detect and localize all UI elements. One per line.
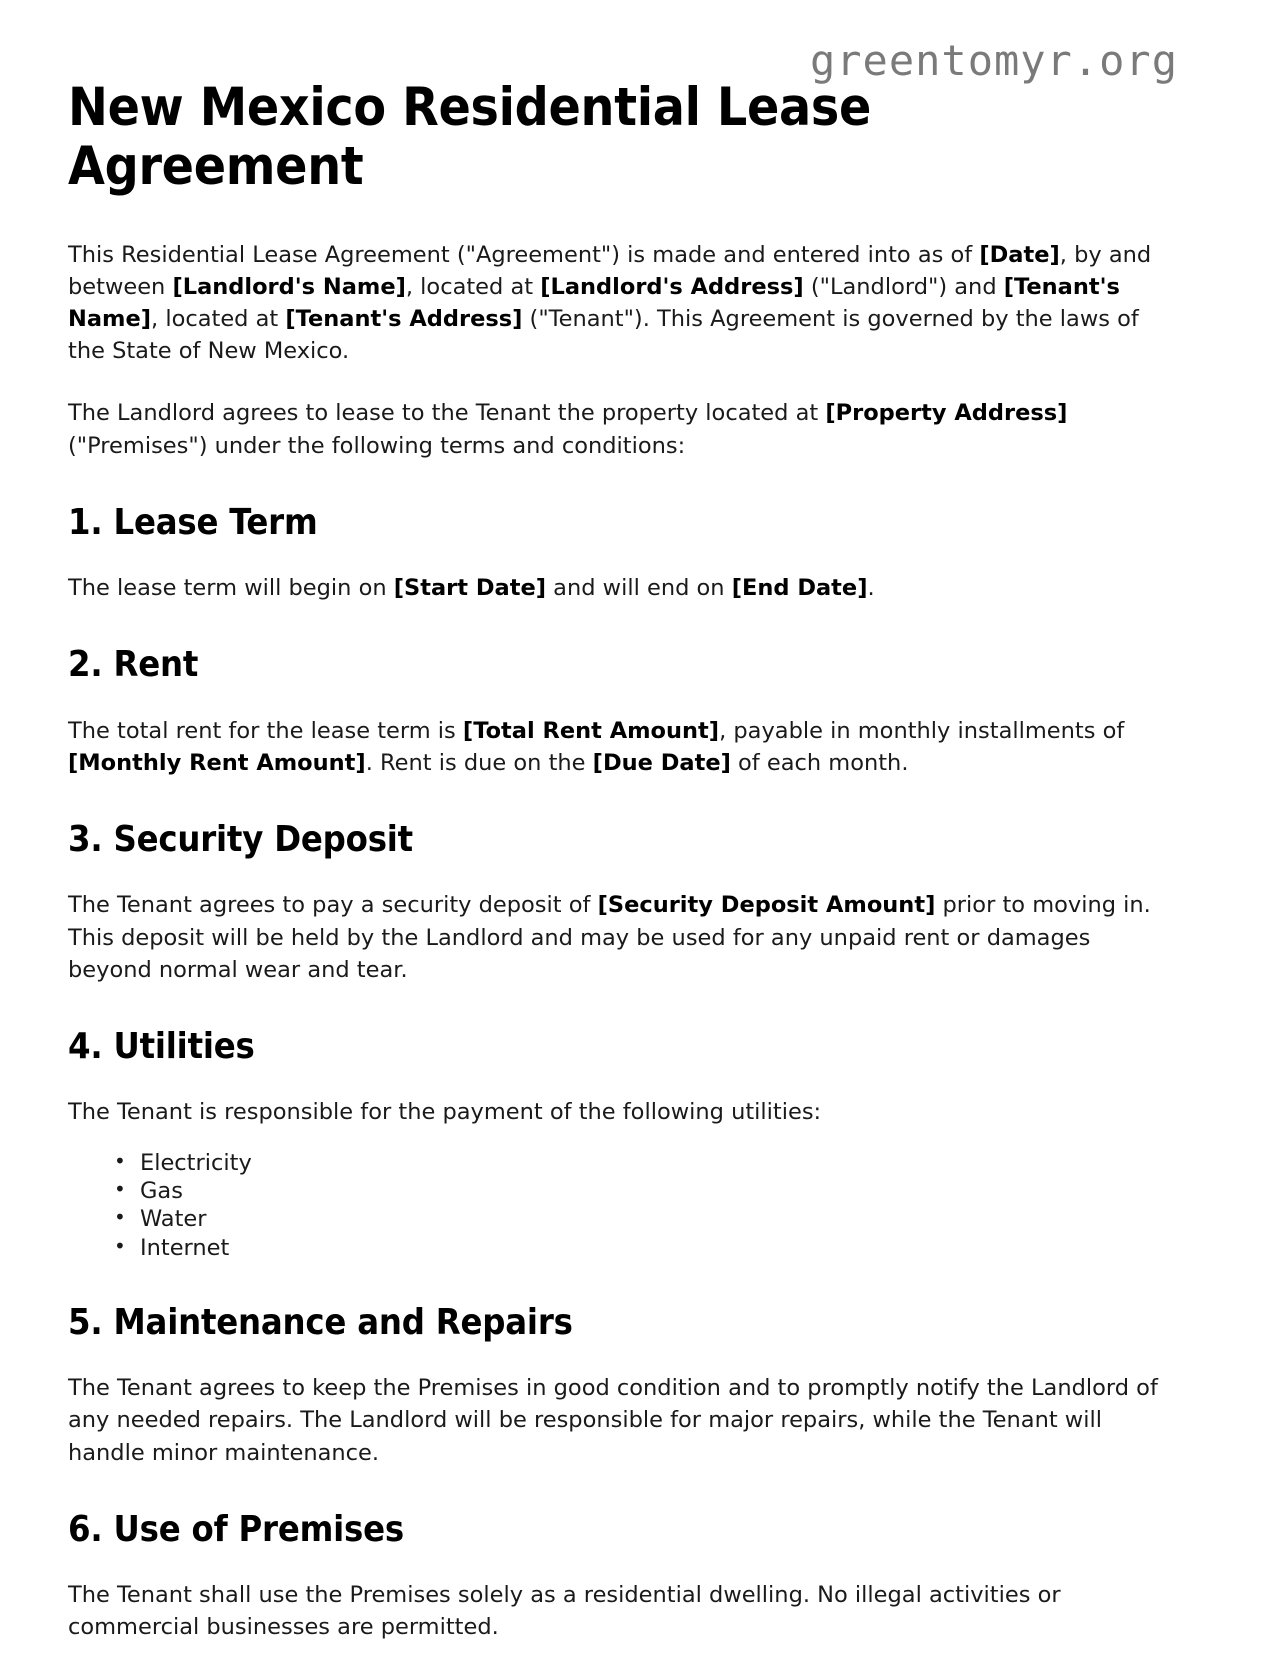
- rent-text-a: The total rent for the lease term is: [68, 717, 463, 744]
- lease-term-text-a: The lease term will begin on: [68, 575, 394, 602]
- list-item: • Water: [140, 1205, 1174, 1233]
- intro-paragraph-1: [68, 239, 1174, 368]
- list-item: • Gas: [140, 1177, 1174, 1205]
- site-watermark: greentomyr.org: [809, 36, 1178, 85]
- intro-paragraph-2: [68, 397, 1174, 461]
- placeholder-due-date: [Due Date]: [592, 749, 731, 776]
- placeholder-date: [Date]: [979, 241, 1060, 268]
- list-item: • Internet: [140, 1234, 1174, 1262]
- placeholder-tenant-address: [Tenant's Address]: [285, 306, 523, 333]
- section-heading-use-of-premises: 6. Use of Premises: [68, 1508, 404, 1550]
- section-body-security-deposit: [68, 889, 1174, 986]
- placeholder-end-date: [End Date]: [731, 575, 868, 602]
- deposit-text-a: The Tenant agrees to pay a security deposit of: [68, 892, 598, 919]
- section-body-utilities: The Tenant is responsible for the payment of the following utilities:: [68, 1099, 822, 1126]
- section-body-rent: [68, 715, 1174, 779]
- intro-text-e: , located at: [151, 306, 286, 333]
- page-title: New Mexico Residential Lease Agreement: [68, 77, 872, 198]
- section-heading-lease-term: 1. Lease Term: [68, 501, 318, 543]
- intro-text-b: , by and between: [68, 241, 1152, 300]
- section-body-use-of-premises: The Tenant shall use the Premises solely as a residential dwelling. No illegal activities or commercial businesses are permitted.: [68, 1582, 1061, 1641]
- utilities-list: [68, 1149, 1174, 1262]
- intro-text-a: This Residential Lease Agreement ("Agreement") is made and entered into as of: [68, 241, 980, 268]
- section-body-lease-term: [68, 572, 1174, 604]
- placeholder-property-address: [Property Address]: [825, 400, 1068, 427]
- placeholder-tenant-name: [Tenant's Name]: [68, 273, 1120, 333]
- list-item: • Electricity: [140, 1149, 1174, 1177]
- intro2-text-a: The Landlord agrees to lease to the Tenant the property located at: [68, 400, 826, 427]
- lease-term-text-b: and will end on: [546, 575, 732, 602]
- placeholder-total-rent-amount: [Total Rent Amount]: [462, 717, 720, 744]
- section-heading-utilities: 4. Utilities: [68, 1025, 255, 1067]
- intro-text-d: ("Landlord") and: [803, 273, 1004, 300]
- lease-term-text-c: .: [867, 575, 875, 602]
- placeholder-start-date: [Start Date]: [393, 575, 547, 602]
- placeholder-landlord-name: [Landlord's Name]: [172, 273, 406, 300]
- intro2-text-b: ("Premises") under the following terms and conditions:: [68, 432, 686, 459]
- section-body-maintenance-and-repairs: The Tenant agrees to keep the Premises in good condition and to promptly notify the Landlord of any needed repairs. The Landlord will be responsible for major repairs, while the Tenant will handle minor maintenance.: [68, 1375, 1158, 1466]
- rent-text-b: , payable in monthly installments of: [719, 717, 1125, 744]
- rent-text-d: of each month.: [730, 749, 909, 776]
- section-heading-security-deposit: 3. Security Deposit: [68, 819, 413, 861]
- placeholder-landlord-address: [Landlord's Address]: [540, 273, 804, 300]
- section-heading-rent: 2. Rent: [68, 644, 199, 686]
- deposit-text-b: prior to moving in. This deposit will be held by the Landlord and may be used for any unpaid rent or damages beyond normal wear and tear.: [68, 892, 1151, 983]
- section-heading-maintenance-and-repairs: 5. Maintenance and Repairs: [68, 1301, 573, 1343]
- placeholder-monthly-rent-amount: [Monthly Rent Amount]: [68, 749, 366, 776]
- intro-text-c: , located at: [405, 273, 541, 300]
- placeholder-security-deposit-amount: [Security Deposit Amount]: [597, 892, 936, 919]
- rent-text-c: . Rent is due on the: [365, 749, 593, 776]
- intro-text-f: ("Tenant"). This Agreement is governed by the laws of the State of New Mexico.: [68, 306, 1139, 365]
